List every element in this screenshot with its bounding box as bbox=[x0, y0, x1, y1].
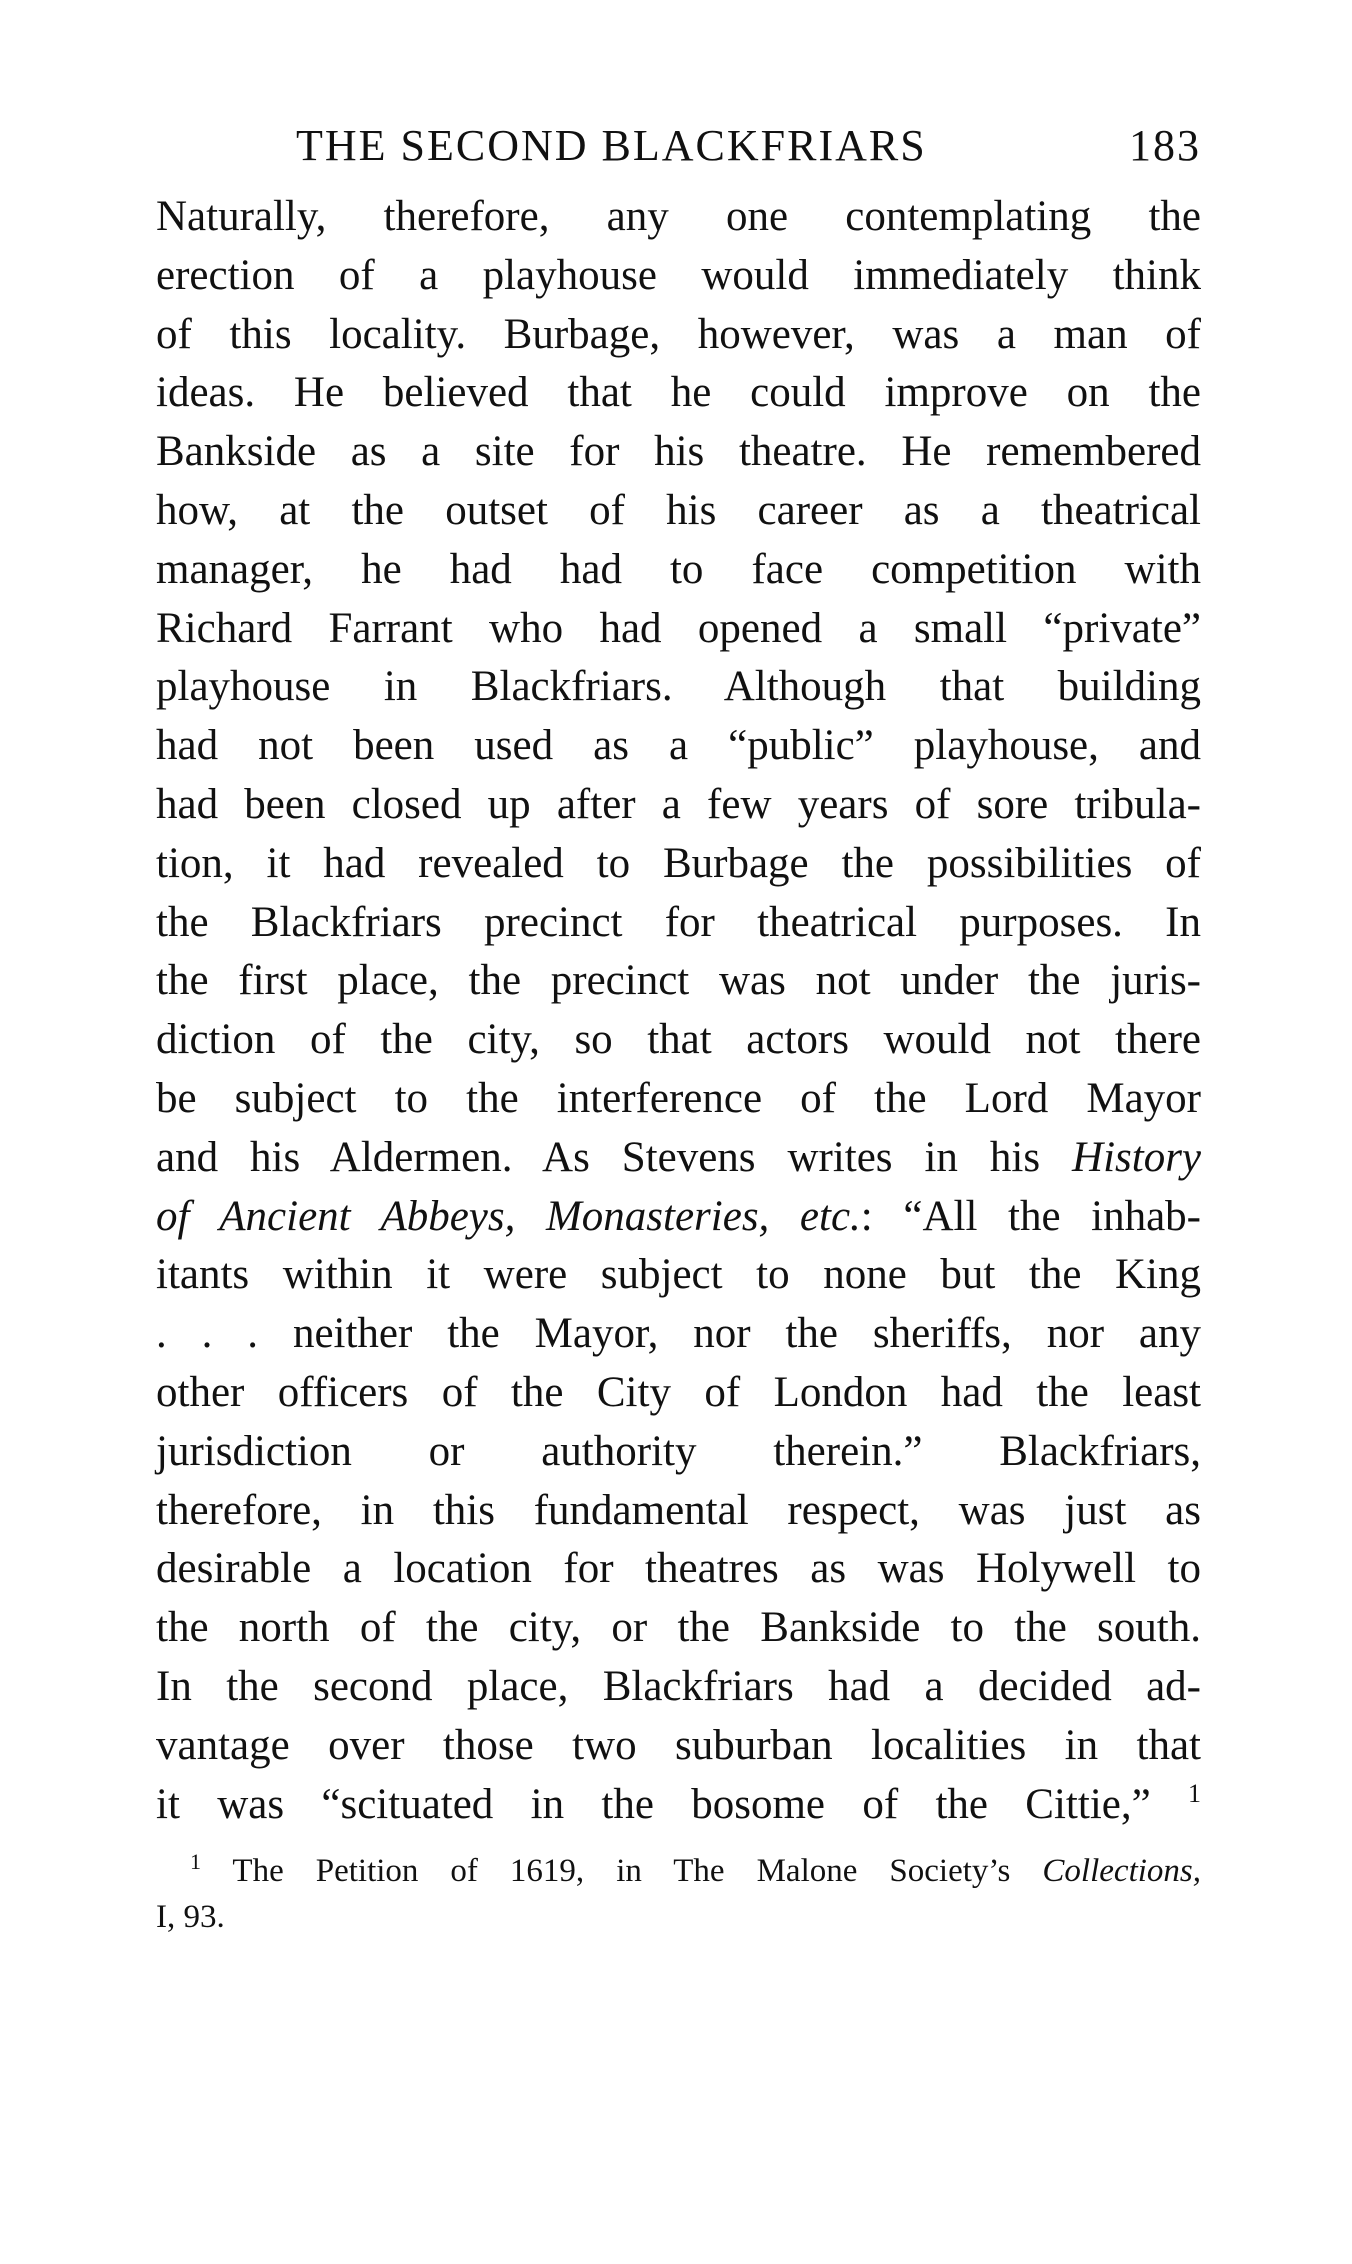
text-line: be subject to the interference of the Lord Mayor bbox=[156, 1074, 1201, 1122]
footnote-line bbox=[156, 1848, 1201, 1894]
body-text bbox=[156, 188, 1201, 1834]
text-line: . . . neither the Mayor, nor the sheriffs, nor any bbox=[156, 1310, 1201, 1358]
text-segment: : “All the inhab- bbox=[860, 1192, 1201, 1240]
text-line-with-title bbox=[156, 1129, 1201, 1188]
text-line: diction of the city, so that actors would not there bbox=[156, 1016, 1201, 1064]
text-line: desirable a location for theatres as was Holywell to bbox=[156, 1545, 1201, 1593]
text-line-with-title bbox=[156, 1188, 1201, 1247]
text-line: of this locality. Burbage, however, was a man of bbox=[156, 310, 1201, 358]
text-line: itants within it were subject to none but the King bbox=[156, 1251, 1201, 1299]
footnote-reference: 1 bbox=[1188, 1778, 1202, 1808]
text-line-with-note-ref bbox=[156, 1776, 1201, 1835]
text-line: Richard Farrant who had opened a small “private” bbox=[156, 604, 1201, 652]
text-line: Naturally, therefore, any one contemplating the bbox=[156, 193, 1201, 240]
text-line: erection of a playhouse would immediately think bbox=[156, 251, 1201, 299]
footnote-continuation: I, 93. bbox=[156, 1899, 225, 1936]
text-segment: it was “scituated in the bosome of the Cittie,” bbox=[156, 1780, 1151, 1828]
text-line: the Blackfriars precinct for theatrical purposes. In bbox=[156, 898, 1201, 946]
footnote-section bbox=[156, 1848, 1201, 1940]
text-line: how, at the outset of his career as a theatrical bbox=[156, 486, 1201, 534]
text-line: tion, it had revealed to Burbage the possibilities of bbox=[156, 839, 1201, 887]
text-segment: and his Aldermen. As Stevens writes in his bbox=[156, 1133, 1041, 1181]
text-line: had not been used as a “public” playhouse, and bbox=[156, 722, 1201, 770]
text-line: other officers of the City of London had the least bbox=[156, 1368, 1201, 1416]
page-number: 183 bbox=[1129, 121, 1201, 170]
running-head bbox=[156, 110, 1201, 180]
text-line: had been closed up after a few years of sore tribula- bbox=[156, 780, 1201, 828]
book-title-italic: of Ancient Abbeys, Monasteries, etc. bbox=[156, 1192, 861, 1240]
book-title-italic: History bbox=[1072, 1133, 1202, 1181]
footnote-text: The Petition of 1619, in The Malone Society’s bbox=[232, 1853, 1011, 1890]
text-line: vantage over those two suburban localities in that bbox=[156, 1721, 1201, 1769]
footnote-italic: Collections, bbox=[1042, 1853, 1201, 1890]
running-title: THE SECOND BLACKFRIARS bbox=[296, 121, 927, 170]
book-page bbox=[156, 110, 1201, 1940]
text-line: playhouse in Blackfriars. Although that building bbox=[156, 663, 1201, 711]
text-line: Bankside as a site for his theatre. He remembered bbox=[156, 428, 1201, 476]
footnote-marker: 1 bbox=[190, 1849, 201, 1875]
text-line: manager, he had had to face competition with bbox=[156, 545, 1201, 593]
text-line: In the second place, Blackfriars had a decided ad- bbox=[156, 1662, 1201, 1710]
text-line: jurisdiction or authority therein.” Blackfriars, bbox=[156, 1427, 1201, 1475]
text-line: the first place, the precinct was not under the juris- bbox=[156, 957, 1201, 1005]
text-line: ideas. He believed that he could improve on the bbox=[156, 369, 1201, 417]
text-line: the north of the city, or the Bankside to the south. bbox=[156, 1604, 1201, 1652]
text-line: therefore, in this fundamental respect, was just as bbox=[156, 1486, 1201, 1534]
